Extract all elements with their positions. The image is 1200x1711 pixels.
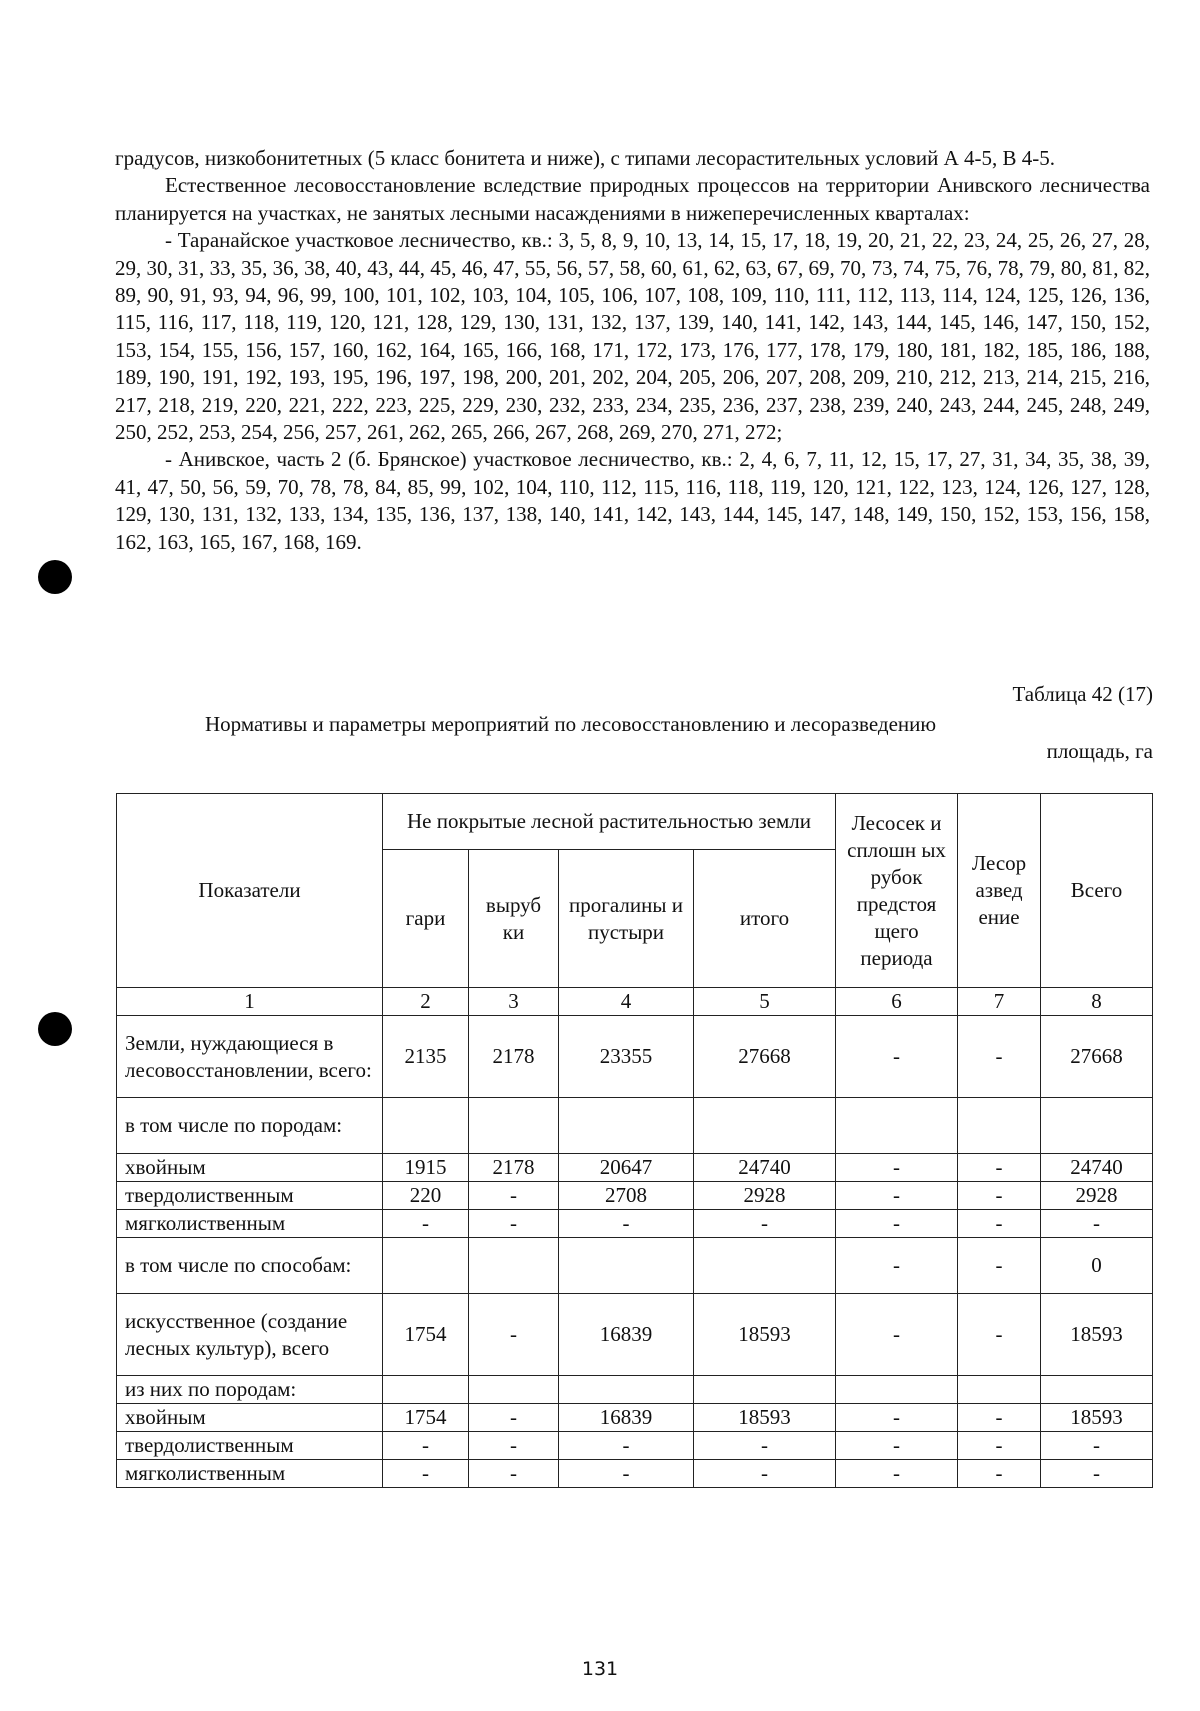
measures-table — [116, 793, 1153, 1488]
table-cell: - — [469, 1460, 559, 1488]
table-cell: - — [958, 1460, 1041, 1488]
table-cell: 27668 — [1041, 1016, 1153, 1098]
table-cell: 24740 — [1041, 1154, 1153, 1182]
table-cell: - — [694, 1460, 836, 1488]
table-cell — [1041, 1376, 1153, 1404]
table-cell — [383, 1238, 469, 1294]
table-cell: - — [958, 1154, 1041, 1182]
table-cell: - — [836, 1182, 958, 1210]
table-cell: 16839 — [559, 1404, 694, 1432]
table-row — [117, 1294, 1153, 1376]
table-cell: - — [836, 1210, 958, 1238]
table-cell — [836, 1098, 958, 1154]
table-cell — [469, 1238, 559, 1294]
table-cell: 2135 — [383, 1016, 469, 1098]
table-cell: - — [958, 1182, 1041, 1210]
table-cell: - — [836, 1016, 958, 1098]
table-cell: - — [836, 1432, 958, 1460]
table-cell — [383, 1376, 469, 1404]
table-cell — [694, 1098, 836, 1154]
table-cell: 23355 — [559, 1016, 694, 1098]
table-row — [117, 1432, 1153, 1460]
table-cell: - — [958, 1238, 1041, 1294]
table-cell — [1041, 1098, 1153, 1154]
row-label: мягколиственным — [117, 1460, 383, 1488]
punch-hole — [38, 560, 72, 594]
row-label: из них по породам: — [117, 1376, 383, 1404]
table-cell — [694, 1238, 836, 1294]
table-cell — [836, 1376, 958, 1404]
header-cutting-areas: Лесосек и сплошн ых рубок предстоя щего периода — [836, 794, 958, 988]
table-row — [117, 1460, 1153, 1488]
table-cell — [383, 1098, 469, 1154]
table-cell — [694, 1376, 836, 1404]
row-label: в том числе по способам: — [117, 1238, 383, 1294]
table-cell: 18593 — [1041, 1404, 1153, 1432]
table-cell: 18593 — [694, 1404, 836, 1432]
table-units: площадь, га — [1046, 739, 1153, 763]
table-cell: - — [836, 1404, 958, 1432]
table-cell: 20647 — [559, 1154, 694, 1182]
paragraph-2: Естественное лесовосстановление вследствие природных процессов на территории Анивского лесничества планируется на участках, не занятых лесными насаждениями в нижеперечисленных кварталах: — [115, 173, 1150, 225]
table-row — [117, 1210, 1153, 1238]
row-label: твердолиственным — [117, 1182, 383, 1210]
table-cell: - — [958, 1294, 1041, 1376]
table-cell: - — [836, 1238, 958, 1294]
table-cell: 2178 — [469, 1154, 559, 1182]
header-burns: гари — [383, 850, 469, 988]
column-number: 5 — [694, 988, 836, 1016]
column-number: 8 — [1041, 988, 1153, 1016]
row-label: искусственное (создание лесных культур), всего — [117, 1294, 383, 1376]
table-cell — [958, 1376, 1041, 1404]
table-cell: - — [559, 1210, 694, 1238]
table-cell: - — [383, 1210, 469, 1238]
table-cell: 2708 — [559, 1182, 694, 1210]
table-title: Нормативы и параметры мероприятий по лесовосстановлению и лесоразведению — [205, 712, 937, 736]
table-cell — [559, 1098, 694, 1154]
row-label: мягколиственным — [117, 1210, 383, 1238]
row-label: твердолиственным — [117, 1432, 383, 1460]
table-cell: - — [836, 1460, 958, 1488]
table-cell: - — [958, 1210, 1041, 1238]
table-cell: - — [958, 1016, 1041, 1098]
paragraph-taranai: - Таранайское участковое лесничество, кв.: 3, 5, 8, 9, 10, 13, 14, 15, 17, 18, 19, 20, 21, 22, 23, 24, 25, 26, 27, 28, 29, 30, 31, 33, 35, 36, 38, 40, 43, 44, 45, 46, 47, 55, 56, 57, 58, 60, 61, 62, 63, 67, 69, 70, 73, 74, 75, 76, 78, 79, 80, 81, 82, 89, 90, 91, 93, 94, 96, 99, 100, 101, 102, 103, 104, 105, 106, 107, 108, 109, 110, 111, 112, 113, 114, 124, 125, 126, 136, 115, 116, 117, 118, 119, 120, 121, 128, 129, 130, 131, 132, 137, 139, 140, 141, 142, 143, 144, 145, 146, 147, 150, 152, 153, 154, 155, 156, 157, 160, 162, 164, 165, 166, 168, 171, 172, 173, 176, 177, 178, 179, 180, 181, 182, 185, 186, 188, 189, 190, 191, 192, 193, 195, 196, 197, 198, 200, 201, 202, 204, 205, 206, 207, 208, 209, 210, 212, 213, 214, 215, 216, 217, 218, 219, 220, 221, 222, 223, 225, 229, 230, 232, 233, 234, 235, 236, 237, 238, 239, 240, 243, 244, 245, 248, 249, 250, 252, 253, 254, 256, 257, 261, 262, 265, 266, 267, 268, 269, 270, 271, 272; — [115, 228, 1150, 445]
column-number: 6 — [836, 988, 958, 1016]
paragraph-aniva: - Анивское, часть 2 (б. Брянское) участковое лесничество, кв.: 2, 4, 6, 7, 11, 12, 15, 17, 27, 31, 34, 35, 38, 39, 41, 47, 50, 56, 59, 70, 78, 78, 84, 85, 99, 102, 104, 110, 112, 115, 116, 118, 119, 120, 121, 122, 123, 124, 126, 127, 128, 129, 130, 131, 132, 133, 134, 135, 136, 137, 138, 140, 141, 142, 143, 144, 145, 147, 148, 149, 150, 152, 153, 156, 158, 162, 163, 165, 167, 168, 169. — [115, 447, 1150, 554]
table-cell: - — [1041, 1210, 1153, 1238]
table-cell — [559, 1238, 694, 1294]
table-cell: - — [559, 1460, 694, 1488]
table-cell: - — [694, 1432, 836, 1460]
table-cell: - — [469, 1210, 559, 1238]
header-indicators: Показатели — [117, 794, 383, 988]
table-cell: - — [958, 1404, 1041, 1432]
table-cell: - — [836, 1154, 958, 1182]
punch-hole — [38, 1012, 72, 1046]
table-cell: 27668 — [694, 1016, 836, 1098]
column-number: 2 — [383, 988, 469, 1016]
table-cell: 2178 — [469, 1016, 559, 1098]
row-label: Земли, нуждающиеся в лесовосстановлении, всего: — [117, 1016, 383, 1098]
column-number: 4 — [559, 988, 694, 1016]
table-cell: 1754 — [383, 1294, 469, 1376]
table-cell — [559, 1376, 694, 1404]
table-cell: 18593 — [694, 1294, 836, 1376]
table-cell: - — [469, 1432, 559, 1460]
row-label: в том числе по породам: — [117, 1098, 383, 1154]
table-cell: - — [383, 1432, 469, 1460]
table-cell: - — [469, 1182, 559, 1210]
table-number: Таблица 42 (17) — [1012, 682, 1153, 706]
table-cell: - — [469, 1294, 559, 1376]
table-cell: 1915 — [383, 1154, 469, 1182]
table-row — [117, 1182, 1153, 1210]
table-cell: - — [1041, 1432, 1153, 1460]
table-cell — [469, 1098, 559, 1154]
column-number: 7 — [958, 988, 1041, 1016]
row-label: хвойным — [117, 1404, 383, 1432]
header-total: Всего — [1041, 794, 1153, 988]
table-cell: 1754 — [383, 1404, 469, 1432]
body-text — [115, 145, 1150, 556]
column-number: 1 — [117, 988, 383, 1016]
paragraph-1: градусов, низкобонитетных (5 класс бонитета и ниже), с типами лесорастительных условий А 4-5, В 4-5. — [115, 146, 1056, 170]
page-number: 131 — [581, 1658, 619, 1680]
table-row — [117, 1376, 1153, 1404]
table-cell: 2928 — [1041, 1182, 1153, 1210]
table-cell: - — [836, 1294, 958, 1376]
table-row — [117, 1016, 1153, 1098]
table-cell — [469, 1376, 559, 1404]
header-afforestation: Лесор азвед ение — [958, 794, 1041, 988]
table-cell — [958, 1098, 1041, 1154]
table-row — [117, 1404, 1153, 1432]
table-cell: - — [958, 1432, 1041, 1460]
header-cuttings: выруб ки — [469, 850, 559, 988]
table-row — [117, 1098, 1153, 1154]
table-cell: - — [694, 1210, 836, 1238]
row-label: хвойным — [117, 1154, 383, 1182]
table-cell: - — [1041, 1460, 1153, 1488]
table-cell: 18593 — [1041, 1294, 1153, 1376]
table-cell: 220 — [383, 1182, 469, 1210]
table-cell: 0 — [1041, 1238, 1153, 1294]
header-glades: прогалины и пустыри — [559, 850, 694, 988]
header-not-covered-group: Не покрытые лесной растительностью земли — [383, 794, 836, 850]
column-number: 3 — [469, 988, 559, 1016]
table-row — [117, 1238, 1153, 1294]
table-body — [117, 1016, 1153, 1488]
table-cell: - — [383, 1460, 469, 1488]
table-row — [117, 1154, 1153, 1182]
header-subtotal: итого — [694, 850, 836, 988]
table-cell: - — [469, 1404, 559, 1432]
table-cell: 16839 — [559, 1294, 694, 1376]
table-cell: 24740 — [694, 1154, 836, 1182]
table-cell: - — [559, 1432, 694, 1460]
table-cell: 2928 — [694, 1182, 836, 1210]
